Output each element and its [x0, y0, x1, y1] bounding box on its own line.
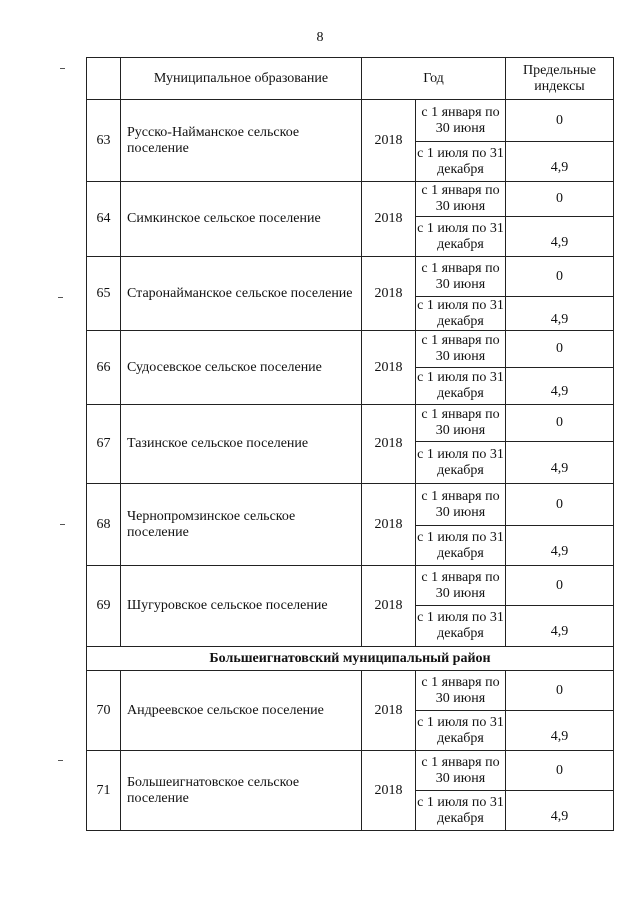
index-second-half: 4,9 [506, 791, 614, 831]
header-year: Год [362, 58, 506, 100]
header-municipality: Муниципальное образование [121, 58, 362, 100]
index-second-half: 4,9 [506, 526, 614, 566]
period-first-half: с 1 января по 30 июня [416, 751, 506, 791]
period-first-half: с 1 января по 30 июня [416, 484, 506, 526]
header-row [87, 58, 614, 100]
row-number: 63 [87, 100, 121, 182]
index-second-half: 4,9 [506, 606, 614, 647]
municipality-name: Судосевское сельское поселение [121, 331, 362, 405]
year: 2018 [362, 405, 416, 484]
table-row [87, 751, 614, 791]
scan-mark [58, 760, 63, 761]
table-row [87, 257, 614, 297]
row-number: 67 [87, 405, 121, 484]
municipality-name: Русско-Найманское сельское поселение [121, 100, 362, 182]
table-row [87, 405, 614, 442]
header-number [87, 58, 121, 100]
index-first-half: 0 [506, 751, 614, 791]
year: 2018 [362, 484, 416, 566]
index-second-half: 4,9 [506, 142, 614, 182]
table-row [87, 331, 614, 368]
scan-mark [60, 68, 65, 69]
period-second-half: с 1 июля по 31 декабря [416, 368, 506, 405]
municipality-name: Большеигнатовское сельское поселение [121, 751, 362, 831]
year: 2018 [362, 331, 416, 405]
table-row [87, 182, 614, 217]
table-row [87, 671, 614, 711]
year: 2018 [362, 257, 416, 331]
municipality-name: Чернопромзинское сельское поселение [121, 484, 362, 566]
period-second-half: с 1 июля по 31 декабря [416, 606, 506, 647]
limit-index-table [86, 57, 614, 831]
district-row [87, 647, 614, 671]
table-row [87, 100, 614, 142]
period-second-half: с 1 июля по 31 декабря [416, 526, 506, 566]
row-number: 68 [87, 484, 121, 566]
period-second-half: с 1 июля по 31 декабря [417, 297, 504, 329]
index-second-half: 4,9 [506, 217, 614, 257]
year: 2018 [362, 566, 416, 647]
row-number: 71 [87, 751, 121, 831]
scan-mark [58, 297, 63, 298]
table-row [87, 484, 614, 526]
row-number: 70 [87, 671, 121, 751]
period-first-half: с 1 января по 30 июня [416, 182, 506, 217]
municipality-name: Шугуровское сельское поселение [121, 566, 362, 647]
index-first-half: 0 [506, 257, 614, 297]
index-first-half: 0 [506, 182, 614, 217]
municipality-name: Старонайманское сельское поселение [121, 257, 362, 331]
period-second-half: с 1 июля по 31 декабря [416, 142, 506, 182]
table-row [87, 566, 614, 606]
index-first-half: 0 [506, 484, 614, 526]
row-number: 65 [87, 257, 121, 331]
period-second-half: с 1 июля по 31 декабря [416, 791, 506, 831]
period-second-half: с 1 июля по 31 декабря [416, 442, 506, 484]
year: 2018 [362, 100, 416, 182]
index-second-half: 4,9 [506, 711, 614, 751]
row-number: 69 [87, 566, 121, 647]
index-second-half: 4,9 [506, 442, 614, 484]
index-first-half: 0 [506, 405, 614, 442]
period-first-half: с 1 января по 30 июня [416, 257, 506, 297]
index-first-half: 0 [506, 566, 614, 606]
period-first-half: с 1 января по 30 июня [416, 405, 506, 442]
period-second-half: с 1 июля по 31 декабря [416, 217, 506, 257]
year: 2018 [362, 751, 416, 831]
page-number: 8 [316, 30, 324, 45]
period-first-half: с 1 января по 30 июня [416, 671, 506, 711]
index-first-half: 0 [506, 100, 614, 142]
row-number: 66 [87, 331, 121, 405]
period-first-half: с 1 января по 30 июня [416, 331, 506, 368]
period-first-half: с 1 января по 30 июня [416, 566, 506, 606]
index-second-half: 4,9 [506, 368, 614, 405]
district-title: Большеигнатовский муниципальный район [87, 647, 614, 671]
index-first-half: 0 [506, 671, 614, 711]
municipality-name: Андреевское сельское поселение [121, 671, 362, 751]
year: 2018 [362, 182, 416, 257]
index-first-half: 0 [506, 331, 614, 368]
period-first-half: с 1 января по 30 июня [416, 100, 506, 142]
period-second-half: с 1 июля по 31 декабря [416, 711, 506, 751]
scan-mark [60, 524, 65, 525]
year: 2018 [362, 671, 416, 751]
header-limit-index: Предельные индексы [506, 58, 614, 100]
municipality-name: Симкинское сельское поселение [121, 182, 362, 257]
row-number: 64 [87, 182, 121, 257]
municipality-name: Тазинское сельское поселение [121, 405, 362, 484]
index-second-half: 4,9 [506, 297, 614, 331]
